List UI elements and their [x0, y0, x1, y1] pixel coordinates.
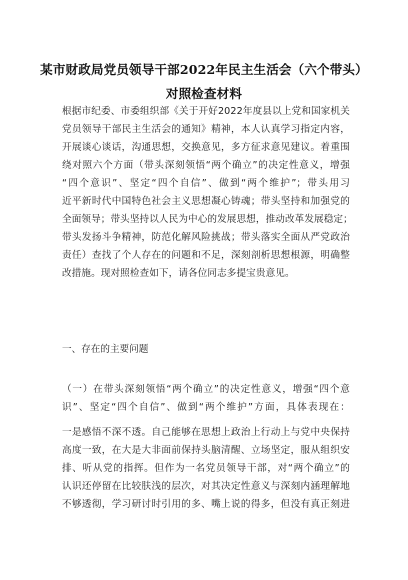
section-heading: 一、存在的主要问题 [62, 344, 149, 355]
intro-paragraph-line: 党员领导干部民主生活会的通知》精神，本人认真学习指定内容， [62, 124, 350, 135]
intro-paragraph-line: 带头发扬斗争精神，防范化解风险挑战；带头落实全面从严党政治 [62, 232, 350, 243]
document-title-line-2: 对照检查材料 [165, 86, 243, 101]
subsection-paragraph-line: 排、听从党的指挥。但作为一名党员领导干部，对“两个确立”的 [62, 463, 350, 474]
subsection-paragraph-line: 一是感悟不深不透。自己能够在思想上政治上行动上与党中央保持 [62, 427, 350, 438]
subsection-paragraph-line: 识”、坚定“四个自信”、做到“两个维护”方面，具体表现在： [62, 402, 350, 413]
intro-paragraph-line: “四个意识”、坚定“四个自信”、做到“两个维护”；带头用习 [62, 178, 350, 189]
document-title-line-1: 某市财政局党员领导干部2022年民主生活会（六个带头） [40, 62, 368, 77]
subsection-paragraph-line: 高度一致，在大是大非面前保持头脑清醒、立场坚定，服从组织安 [62, 445, 350, 456]
intro-paragraph-line: 全面领导；带头坚持以人民为中心的发展思想，推动改革发展稳定； [62, 214, 353, 225]
intro-paragraph-line: 责任）查找了个人存在的问题和不足，深刻剖析思想根源，明确整 [62, 250, 350, 261]
subsection-paragraph-line: （一）在带头深刻领悟“两个确立”的决定性意义，增强“四个意 [62, 384, 350, 395]
intro-paragraph-line: 根据市纪委、市委组织部《关于开好2022年度县以上党和国家机关 [62, 106, 350, 117]
intro-paragraph-line: 开展谈心谈话，沟通思想，交换意见，多方征求意见建议。着重围 [62, 142, 350, 153]
intro-paragraph-line: 改措施。现对照检查如下，请各位同志多提宝贵意见。 [62, 268, 295, 279]
subsection-paragraph-line: 认识还停留在比较肤浅的层次，对其决定性意义与深刻内涵理解地 [62, 481, 350, 492]
intro-paragraph-line: 近平新时代中国特色社会主义思想凝心铸魂；带头坚持和加强党的 [62, 196, 350, 207]
subsection-paragraph-line: 不够透彻，学习研讨时引用的多、嘴上说的得多，但没有真正刻进 [62, 499, 350, 510]
intro-paragraph-line: 绕对照六个方面（带头深刻领悟“两个确立”的决定性意义，增强 [62, 160, 350, 171]
